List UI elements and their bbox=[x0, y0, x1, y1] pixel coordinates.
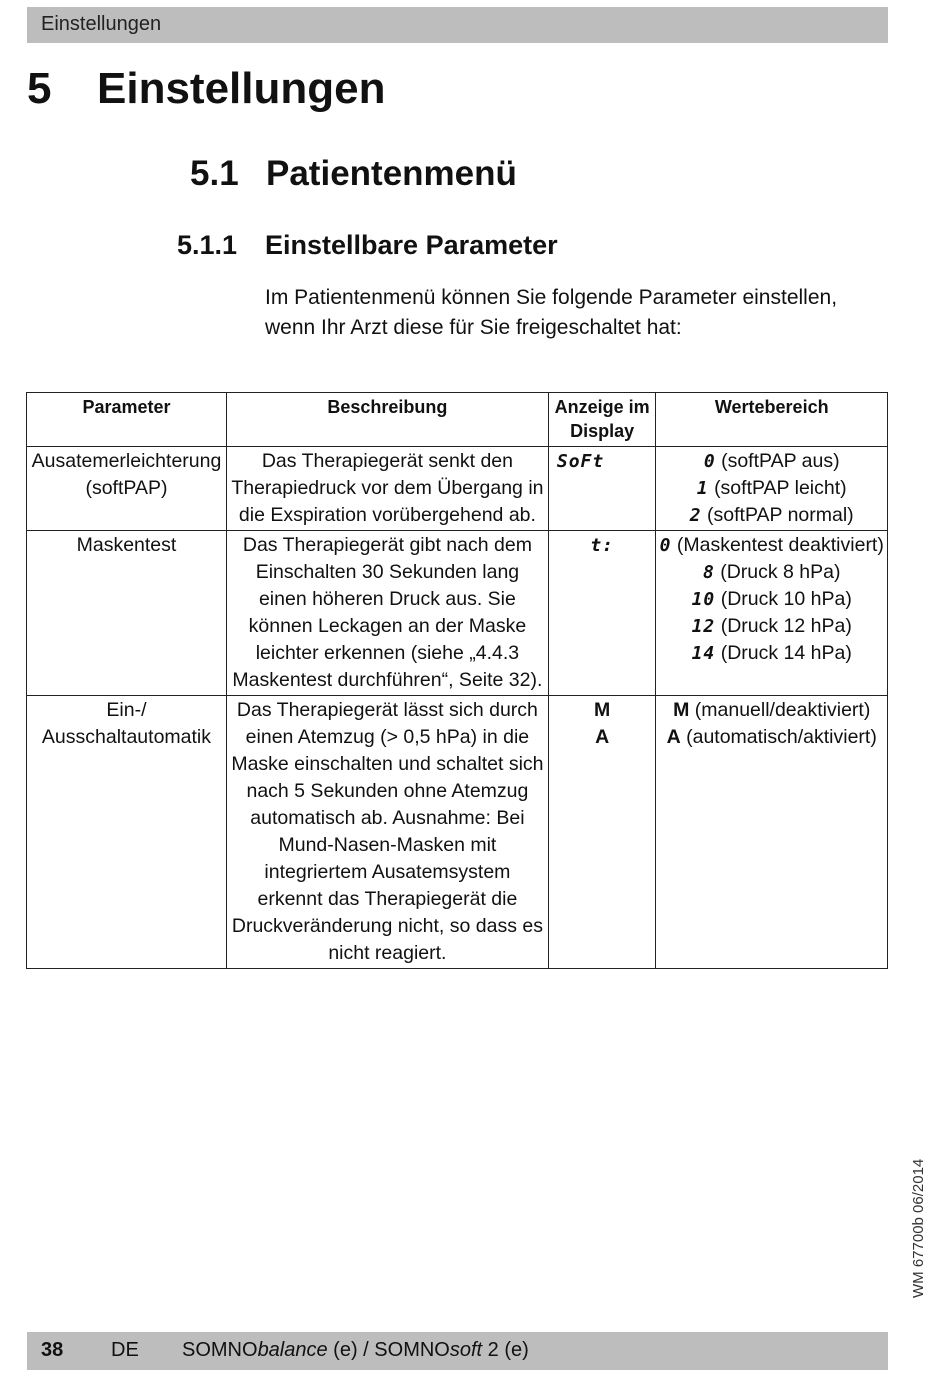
range-text: (softPAP normal) bbox=[707, 504, 854, 526]
cell-display bbox=[548, 696, 656, 969]
product-part: (e) / SOMNO bbox=[327, 1339, 450, 1361]
page-number: 38 bbox=[41, 1339, 64, 1361]
subsection-heading bbox=[177, 230, 558, 261]
range-text: (Druck 12 hPa) bbox=[715, 615, 852, 637]
header-display: Anzeige im Display bbox=[548, 393, 656, 447]
lcd-value: 0 bbox=[703, 451, 716, 472]
range-text: (softPAP aus) bbox=[721, 450, 840, 472]
page-footer bbox=[27, 1332, 888, 1370]
product-part-italic: soft bbox=[449, 1339, 483, 1361]
range-text: (Druck 14 hPa) bbox=[715, 642, 852, 664]
section-heading bbox=[190, 154, 517, 194]
header-description: Beschreibung bbox=[226, 393, 548, 447]
range-item bbox=[659, 559, 884, 586]
cell-description: Das Therapiegerät lässt sich durch einen Atemzug (> 0,5 hPa) in die Maske einschalten und schaltet sich nach 5 Sekunden ohne Atemzug automatisch ab. Ausnahme: Bei Mund-Nasen-Masken mit integriertem Ausatemsystem erkennt das Therapiegerät die Druckveränderung nicht, so dass es nicht reagiert. bbox=[226, 696, 548, 969]
range-item bbox=[659, 697, 884, 724]
section-number: 5.1 bbox=[190, 154, 239, 193]
lcd-value: 2 bbox=[689, 505, 702, 526]
range-code: A bbox=[666, 726, 681, 748]
display-mode-auto: A bbox=[595, 726, 610, 748]
range-text: (manuell/deaktiviert) bbox=[689, 699, 871, 721]
lcd-value: 8 bbox=[702, 562, 715, 583]
cell-display bbox=[548, 531, 656, 696]
cell-description: Das Therapiegerät senkt den Therapiedruck vor dem Übergang in die Exspiration vorübergehend ab. bbox=[226, 447, 548, 531]
document-reference: WM 67700b 06/2014 bbox=[910, 1158, 927, 1298]
chapter-title: Einstellungen bbox=[97, 64, 386, 113]
cell-range bbox=[656, 447, 888, 531]
cell-range bbox=[656, 696, 888, 969]
running-header bbox=[27, 7, 888, 43]
header-parameter: Parameter bbox=[27, 393, 227, 447]
running-header-title: Einstellungen bbox=[41, 13, 162, 35]
table-header-row bbox=[27, 393, 888, 447]
lcd-value: 0 bbox=[659, 535, 672, 556]
section-title: Patientenmenü bbox=[266, 154, 517, 193]
subsection-number: 5.1.1 bbox=[177, 230, 238, 260]
range-item bbox=[659, 613, 884, 640]
header-range: Wertebereich bbox=[656, 393, 888, 447]
lcd-display-text: t: bbox=[590, 535, 614, 556]
cell-range bbox=[656, 531, 888, 696]
lcd-display-text: SoFt bbox=[556, 451, 605, 472]
lcd-value: 10 bbox=[691, 589, 716, 610]
range-item bbox=[659, 640, 884, 667]
cell-description: Das Therapiegerät gibt nach dem Einschalten 30 Sekunden lang einen höheren Druck aus. Sie können Leckagen an der Maske leichter erkennen (siehe „4.4.3 Maskentest durchführen“, Seite 32). bbox=[226, 531, 548, 696]
product-part-italic: balance bbox=[257, 1339, 328, 1361]
range-item bbox=[659, 532, 884, 559]
range-text: (Druck 10 hPa) bbox=[715, 588, 852, 610]
lcd-value: 14 bbox=[691, 643, 716, 664]
product-part: SOMNO bbox=[182, 1339, 258, 1361]
lcd-value: 12 bbox=[691, 616, 716, 637]
range-text: (Maskentest deaktiviert) bbox=[671, 534, 884, 556]
language-code: DE bbox=[111, 1339, 139, 1361]
cell-parameter: Ausatemerleichterung (softPAP) bbox=[27, 447, 227, 531]
chapter-heading bbox=[27, 64, 385, 114]
product-name bbox=[182, 1339, 529, 1362]
display-mode-manual: M bbox=[594, 699, 611, 721]
cell-parameter: Ein-/ Ausschaltautomatik bbox=[27, 696, 227, 969]
range-item bbox=[659, 586, 884, 613]
range-item bbox=[659, 475, 884, 502]
range-text: (Druck 8 hPa) bbox=[714, 561, 841, 583]
table-row bbox=[27, 447, 888, 531]
range-item bbox=[659, 448, 884, 475]
range-code: M bbox=[673, 699, 690, 721]
product-part: 2 (e) bbox=[482, 1339, 529, 1361]
table-row bbox=[27, 696, 888, 969]
cell-parameter: Maskentest bbox=[27, 531, 227, 696]
range-text: (softPAP leicht) bbox=[714, 477, 847, 499]
intro-paragraph: Im Patientenmenü können Sie folgende Parameter einstellen, wenn Ihr Arzt diese für Sie freigeschaltet hat: bbox=[265, 286, 838, 339]
table-row bbox=[27, 531, 888, 696]
range-text: (automatisch/aktiviert) bbox=[680, 726, 877, 748]
range-item bbox=[659, 724, 884, 751]
cell-display bbox=[548, 447, 656, 531]
range-item bbox=[659, 502, 884, 529]
lcd-value: 1 bbox=[696, 478, 709, 499]
subsection-title: Einstellbare Parameter bbox=[265, 230, 558, 260]
chapter-number: 5 bbox=[27, 64, 52, 113]
parameter-table bbox=[26, 392, 888, 969]
